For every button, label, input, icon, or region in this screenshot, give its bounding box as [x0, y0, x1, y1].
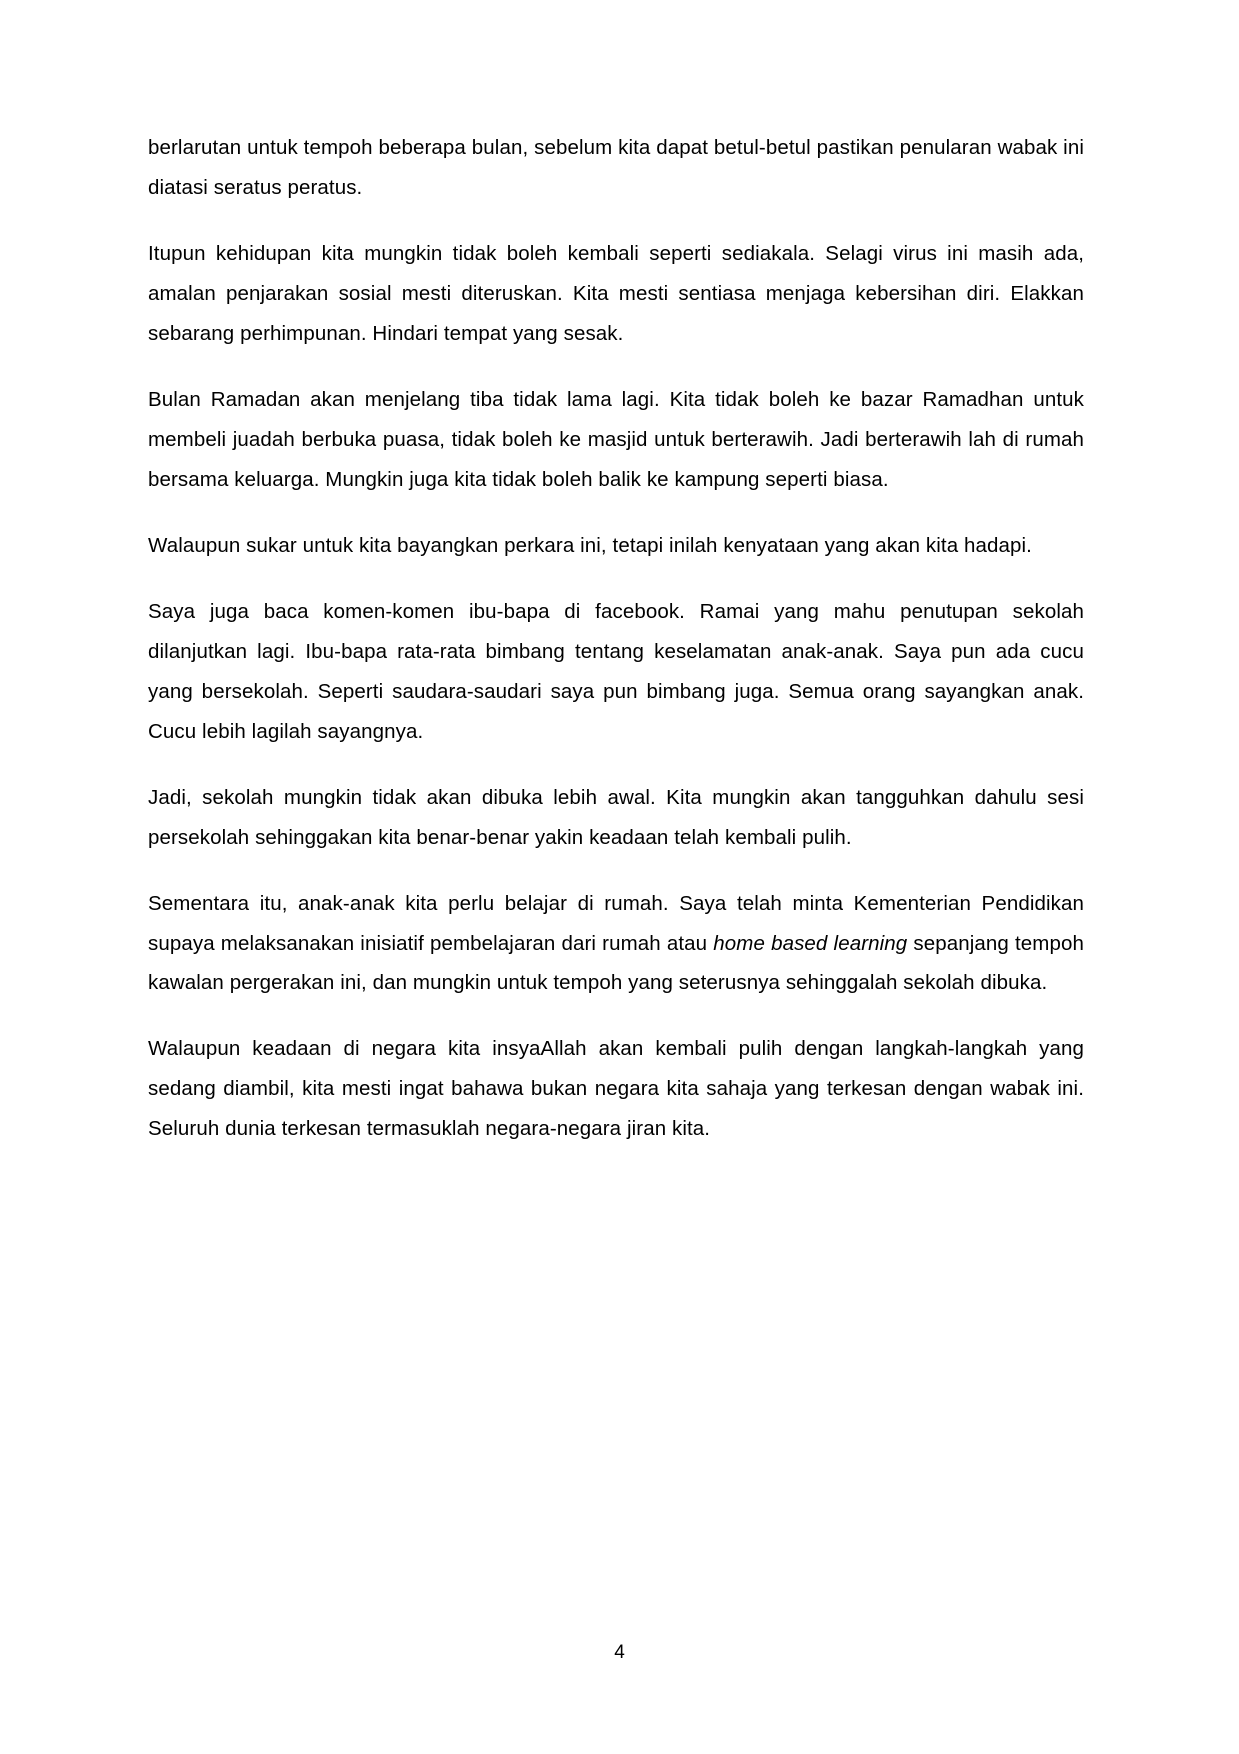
paragraph — [148, 234, 1084, 354]
paragraph-text: Saya juga baca komen-komen ibu-bapa di facebook. Ramai yang mahu penutupan sekolah dilanjutkan lagi. Ibu-bapa rata-rata bimbang tentang keselamatan anak-anak. Saya pun ada cucu yang bersekolah. Seperti saudara-saudari saya pun bimbang juga. Semua orang sayangkan anak. Cucu lebih lagilah sayangnya. — [148, 599, 1084, 743]
paragraph — [148, 778, 1084, 858]
paragraph — [148, 592, 1084, 752]
paragraph — [148, 526, 1084, 566]
emphasis-text: home based learning — [713, 931, 908, 955]
paragraph-text: Sementara itu, anak-anak kita perlu belajar di rumah. Saya telah minta Kementerian Pendidikan supaya melaksanakan inisiatif pembelajaran dari rumah atau — [148, 891, 1084, 955]
paragraph-text: Itupun kehidupan kita mungkin tidak boleh kembali seperti sediakala. Selagi virus ini masih ada, amalan penjarakan sosial mesti diteruskan. Kita mesti sentiasa menjaga kebersihan diri. Elakkan sebarang perhimpunan. Hindari tempat yang sesak. — [148, 241, 1084, 345]
paragraph — [148, 380, 1084, 500]
document-body — [148, 128, 1084, 1149]
paragraph — [148, 884, 1084, 1004]
page-number: 4 — [614, 1642, 625, 1663]
paragraph-text: Bulan Ramadan akan menjelang tiba tidak lama lagi. Kita tidak boleh ke bazar Ramadhan untuk membeli juadah berbuka puasa, tidak boleh ke masjid untuk berterawih. Jadi berterawih lah di rumah bersama keluarga. Mungkin juga kita tidak boleh balik ke kampung seperti biasa. — [148, 387, 1084, 491]
paragraph — [148, 128, 1084, 208]
paragraph-text: sepanjang tempoh kawalan pergerakan ini, dan mungkin untuk tempoh yang seterusnya sehinggalah sekolah dibuka. — [148, 931, 1084, 995]
paragraph-text: Walaupun sukar untuk kita bayangkan perkara ini, tetapi inilah kenyataan yang akan kita hadapi. — [148, 533, 1032, 557]
paragraph — [148, 1029, 1084, 1149]
paragraph-text: berlarutan untuk tempoh beberapa bulan, sebelum kita dapat betul-betul pastikan penularan wabak ini diatasi seratus peratus. — [148, 136, 1084, 199]
paragraph-text: Walaupun keadaan di negara kita insyaAllah akan kembali pulih dengan langkah-langkah yang sedang diambil, kita mesti ingat bahawa bukan negara kita sahaja yang terkesan dengan wabak ini. Seluruh dunia terkesan termasuklah negara-negara jiran kita. — [148, 1037, 1084, 1141]
paragraph-text: Jadi, sekolah mungkin tidak akan dibuka lebih awal. Kita mungkin akan tangguhkan dahulu sesi persekolah sehinggakan kita benar-benar yakin keadaan telah kembali pulih. — [148, 785, 1084, 849]
